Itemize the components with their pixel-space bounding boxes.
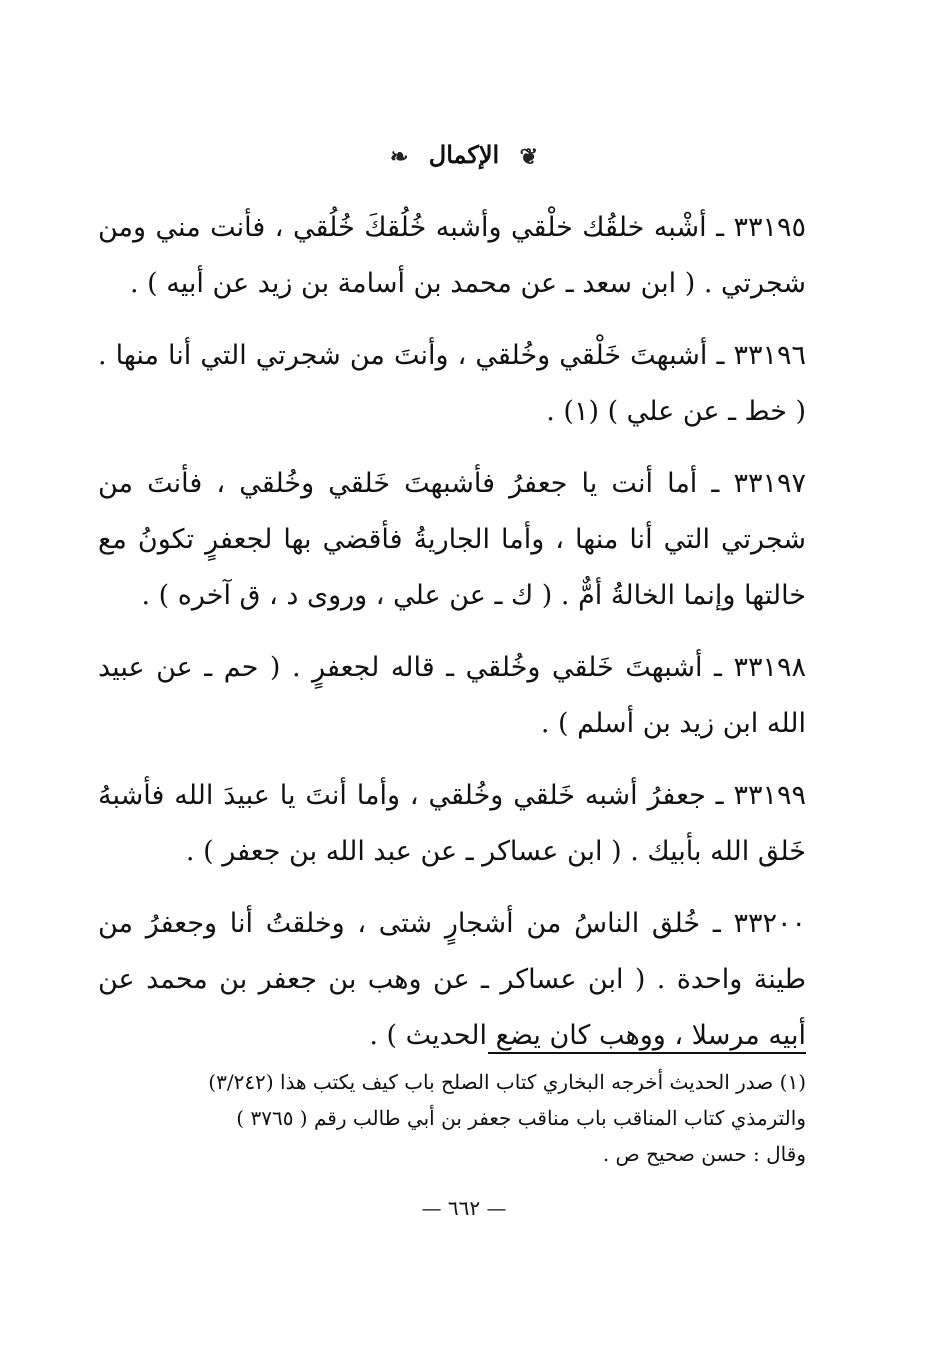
hadith-number: ٣٣١٩٧: [733, 468, 806, 499]
hadith-text: أشبهتَ خَلقي وخُلقي ـ قاله لجعفرٍ . ( حم ـ عن عبيد الله ابن زيد بن أسلم ) .: [98, 652, 806, 739]
hadith-number: ٣٣١٩٥: [733, 212, 806, 243]
hadith-entry: ٣٣١٩٥ ـ أشْبه خلقُك خلْقي وأشبه خُلُقكَ خُلُقي ، فأنت مني ومن شجرتي . ( ابن سعد ـ عن محمد بن أسامة بن زيد عن أبيه ) .: [98, 212, 806, 299]
hadith-number: ٣٣٢٠٠: [733, 908, 806, 939]
ornament-right-icon: ❦: [519, 143, 538, 170]
hadith-text: جعفرُ أشبه خَلقي وخُلقي ، وأما أنتَ يا عبيدَ الله فأشبهُ خَلق الله بأبيك . ( ابن عساكر ـ عن عبد الله بن جعفر ) .: [98, 780, 806, 867]
hadith-text: أشْبه خلقُك خلْقي وأشبه خُلُقكَ خُلُقي ، فأنت مني ومن شجرتي . ( ابن سعد ـ عن محمد بن أسامة بن زيد عن أبيه ) .: [98, 212, 806, 299]
hadith-text: أشبهتَ خَلْقي وخُلقي ، وأنتَ من شجرتي التي أنا منها . ( خط ـ عن علي ) (١) .: [98, 340, 806, 427]
page-number: — ٦٦٢ —: [421, 1196, 507, 1220]
hadith-entry: ٣٣١٩٩ ـ جعفرُ أشبه خَلقي وخُلقي ، وأما أنتَ يا عبيدَ الله فأشبهُ خَلق الله بأبيك . ( ابن عساكر ـ عن عبد الله بن جعفر ) .: [98, 780, 806, 867]
header-title: الإكمال: [428, 140, 500, 169]
ornament-left-icon: ❧: [390, 143, 409, 170]
hadith-entry: ٣٣١٩٧ ـ أما أنت يا جعفرُ فأشبهتَ خَلقي وخُلقي ، فأنتَ من شجرتي التي أنا منها ، وأما الجاريةُ فأقضي بها لجعفرٍ تكونُ مع خالتها وإنما الخالةُ أمٌّ . ( ك ـ عن علي ، وروى د ، ق آخره ) .: [98, 468, 806, 611]
footnote-line: والترمذي كتاب المناقب باب مناقب جعفر بن أبي طالب رقم ( ٣٧٦٥ ): [236, 1106, 806, 1130]
hadith-entry: ٣٣١٩٦ ـ أشبهتَ خَلْقي وخُلقي ، وأنتَ من شجرتي التي أنا منها . ( خط ـ عن علي ) (١) .: [98, 340, 806, 427]
running-header: [0, 140, 928, 170]
footnote-line: وقال : حسن صحيح ص .: [602, 1142, 806, 1166]
hadith-entry: ٣٣٢٠٠ ـ خُلق الناسُ من أشجارٍ شتى ، وخلقتُ أنا وجعفرُ من طينة واحدة . ( ابن عساكر ـ عن وهب بن جعفر بن محمد عن أبيه مرسلا ، ووهب كان يضع الحديث ) .: [98, 908, 806, 1051]
footnote: [98, 1064, 806, 1172]
hadith-number: ٣٣١٩٨: [733, 652, 806, 683]
hadith-text: أما أنت يا جعفرُ فأشبهتَ خَلقي وخُلقي ، فأنتَ من شجرتي التي أنا منها ، وأما الجاريةُ فأقضي بها لجعفرٍ تكونُ مع خالتها وإنما الخالةُ أمٌّ . ( ك ـ عن علي ، وروى د ، ق آخره ) .: [98, 468, 806, 611]
hadith-list: [98, 200, 806, 1080]
footnote-line: (١) صدر الحديث أخرجه البخاري كتاب الصلح باب كيف يكتب هذا (٣/٢٤٢): [208, 1070, 806, 1094]
footnote-divider: [488, 1052, 806, 1054]
hadith-number: ٣٣١٩٦: [733, 340, 806, 371]
hadith-text: خُلق الناسُ من أشجارٍ شتى ، وخلقتُ أنا وجعفرُ من طينة واحدة . ( ابن عساكر ـ عن وهب بن جعفر بن محمد عن أبيه مرسلا ، ووهب كان يضع الحديث ) .: [98, 908, 806, 1051]
hadith-entry: ٣٣١٩٨ ـ أشبهتَ خَلقي وخُلقي ـ قاله لجعفرٍ . ( حم ـ عن عبيد الله ابن زيد بن أسلم ) .: [98, 652, 806, 739]
hadith-number: ٣٣١٩٩: [733, 780, 806, 811]
